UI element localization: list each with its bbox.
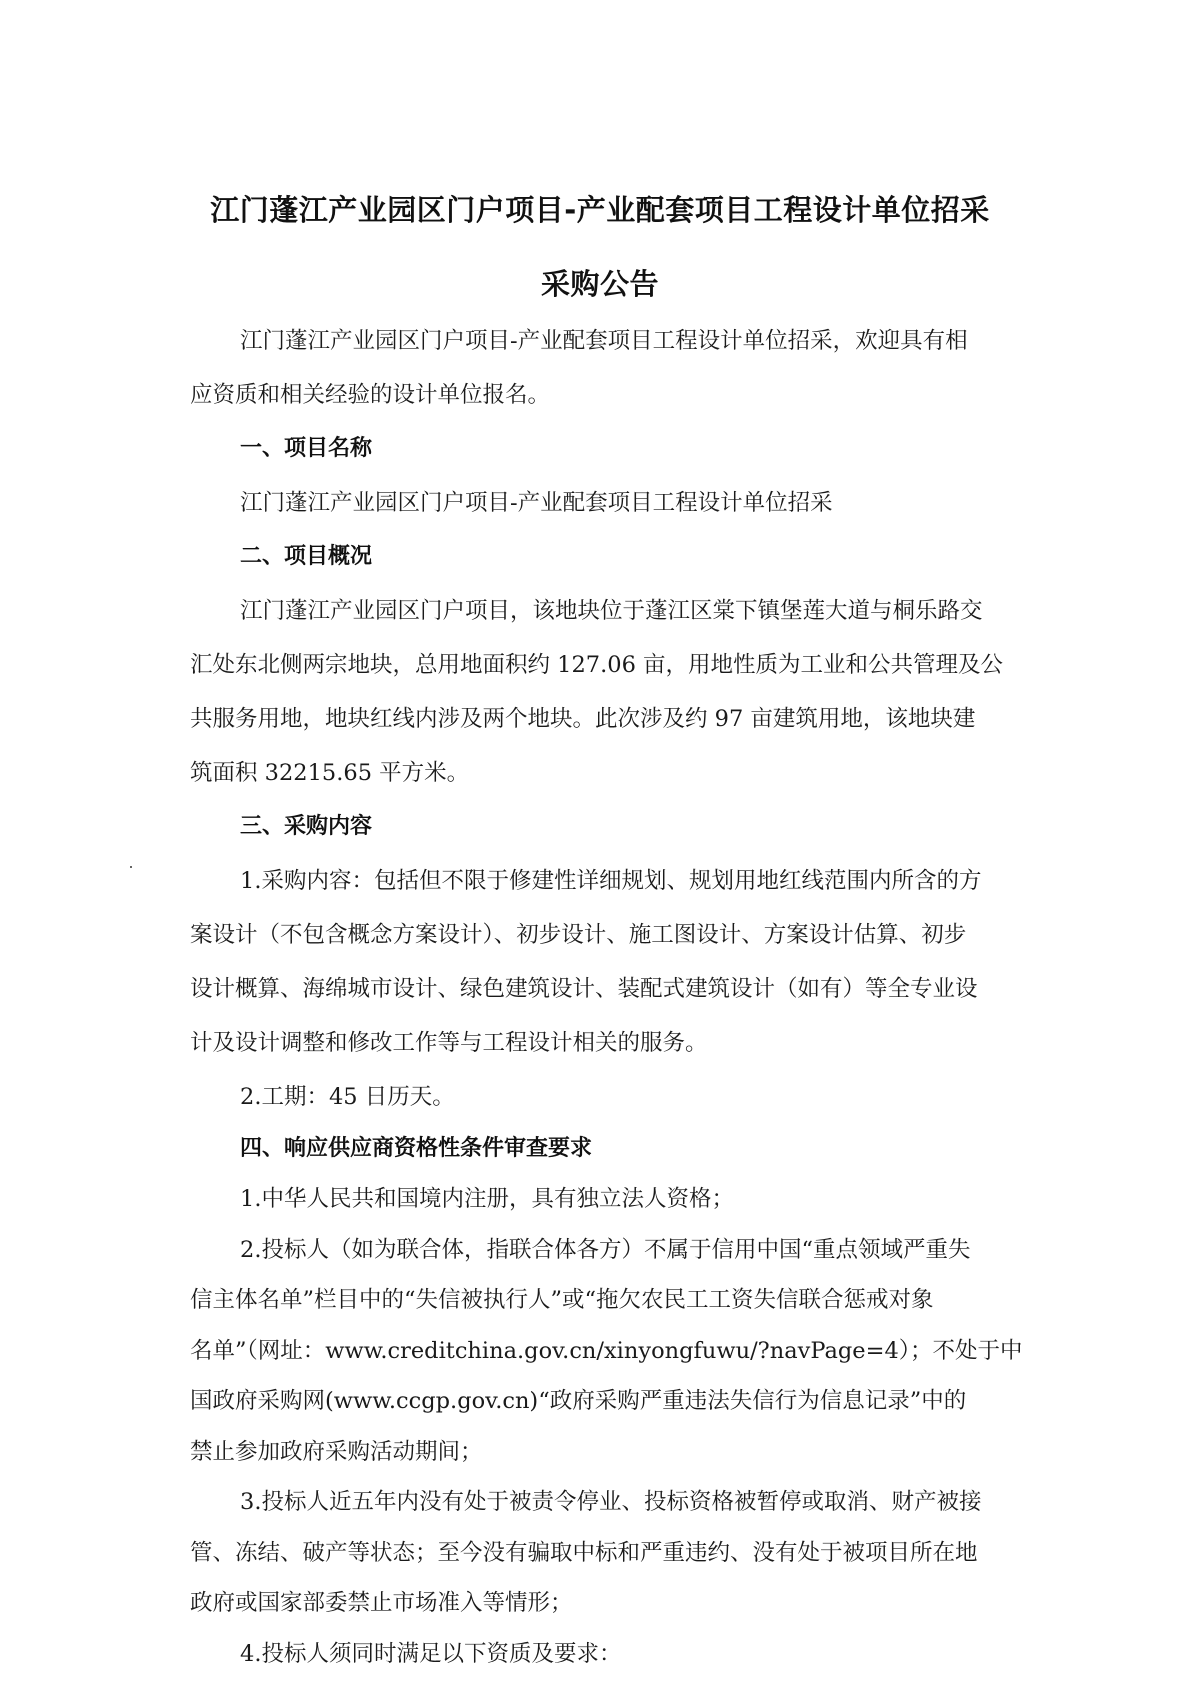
qualification-line-8: 管、冻结、破产等状态；至今没有骗取中标和严重违约、没有处于被项目所在地: [190, 1539, 978, 1566]
scan-speck: [130, 866, 132, 868]
content-line-1: 1.采购内容：包括但不限于修建性详细规划、规划用地红线范围内所含的方: [240, 868, 982, 894]
overview-line-2: 汇处东北侧两宗地块，总用地面积约 127.06 亩，用地性质为工业和公共管理及公: [190, 652, 1004, 678]
section-heading-qualifications: 四、响应供应商资格性条件审查要求: [240, 1136, 593, 1161]
section-heading-overview: 二、项目概况: [240, 544, 373, 569]
qualification-line-9: 政府或国家部委禁止市场准入等情形；: [190, 1590, 573, 1616]
document-title: 江门蓬江产业园区门户项目-产业配套项目工程设计单位招采: [210, 193, 990, 227]
content-line-3: 设计概算、海绵城市设计、绿色建筑设计、装配式建筑设计（如有）等全专业设: [190, 976, 978, 1002]
qualification-line-5: 国政府采购网(www.ccgp.gov.cn)“政府采购严重违法失信行为信息记录”中的: [190, 1388, 967, 1414]
content-line-5: 2.工期：45 日历天。: [240, 1084, 455, 1110]
qualification-line-6: 禁止参加政府采购活动期间；: [190, 1438, 483, 1465]
content-line-4: 计及设计调整和修改工作等与工程设计相关的服务。: [190, 1030, 708, 1056]
document-subtitle: 采购公告: [540, 267, 659, 301]
qualification-line-7: 3.投标人近五年内没有处于被责令停业、投标资格被暂停或取消、财产被接: [240, 1489, 982, 1515]
content-line-2: 案设计（不包含概念方案设计）、初步设计、施工图设计、方案设计估算、初步: [190, 922, 967, 948]
section-heading-project-name: 一、项目名称: [240, 436, 373, 461]
qualification-line-4: 名单”（网址：www.creditchina.gov.cn/xinyongfuwu/?navPage=4）；不处于中: [190, 1337, 1023, 1364]
intro-line-1: 江门蓬江产业园区门户项目-产业配套项目工程设计单位招采，欢迎具有相: [240, 328, 968, 354]
overview-line-3: 共服务用地，地块红线内涉及两个地块。此次涉及约 97 亩建筑用地，该地块建: [190, 706, 976, 732]
qualification-line-2: 2.投标人（如为联合体，指联合体各方）不属于信用中国“重点领域严重失: [240, 1236, 971, 1263]
qualification-line-10: 4.投标人须同时满足以下资质及要求：: [240, 1640, 622, 1667]
qualification-line-3: 信主体名单”栏目中的“失信被执行人”或“拖欠农民工工资失信联合惩戒对象: [190, 1287, 934, 1313]
overview-line-4: 筑面积 32215.65 平方米。: [190, 760, 470, 786]
overview-line-1: 江门蓬江产业园区门户项目，该地块位于蓬江区棠下镇堡莲大道与桐乐路交: [240, 598, 983, 624]
section-heading-content: 三、采购内容: [240, 814, 373, 839]
qualification-line-1: 1.中华人民共和国境内注册，具有独立法人资格；: [240, 1186, 734, 1212]
intro-line-2: 应资质和相关经验的设计单位报名。: [190, 382, 551, 408]
project-name-text: 江门蓬江产业园区门户项目-产业配套项目工程设计单位招采: [240, 490, 833, 516]
